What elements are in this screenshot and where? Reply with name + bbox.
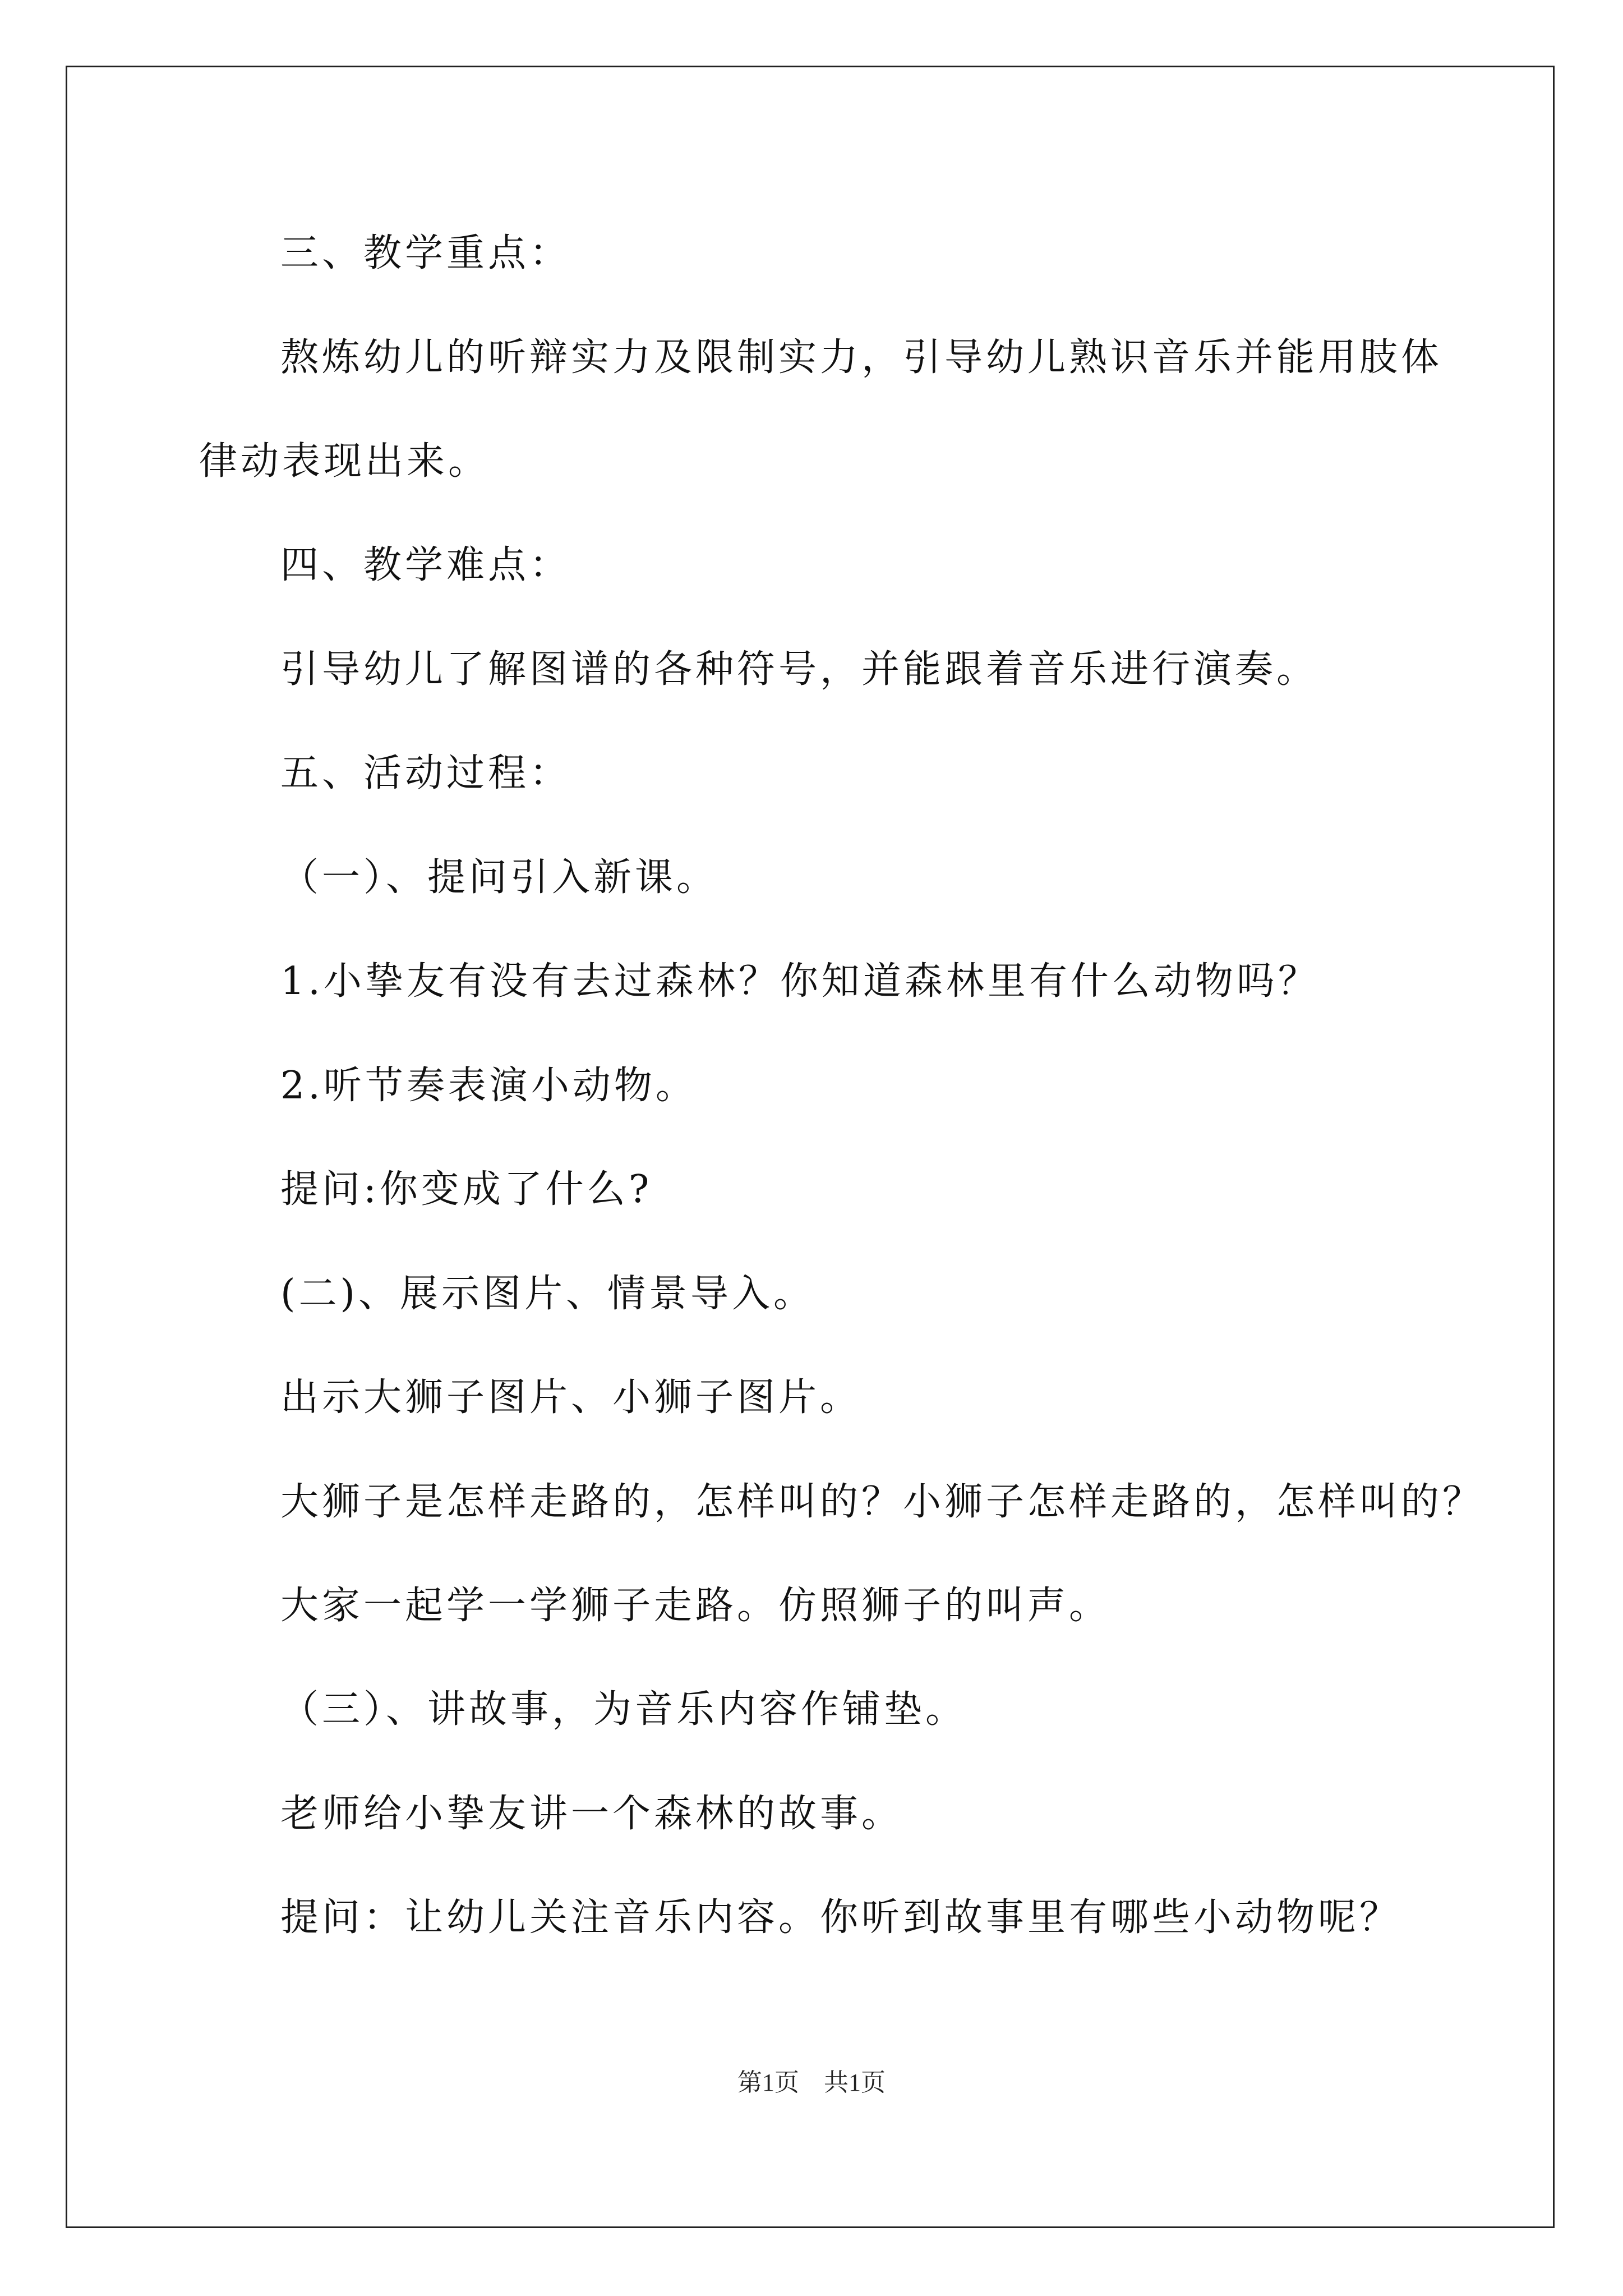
- paragraph-line: 2.听节奏表演小动物。: [280, 1064, 697, 1108]
- paragraph-line: 1.小挚友有没有去过森林？你知道森林里有什么动物吗？: [280, 959, 1320, 1004]
- page-number-footer: 第1页 共1页: [737, 2069, 886, 2096]
- heading-activity-process: 五、活动过程：: [280, 751, 571, 795]
- heading-teaching-difficulty: 四、教学难点：: [280, 543, 571, 587]
- subheading-line: （一）、提问引入新课。: [280, 855, 718, 900]
- paragraph-line: 律动表现出来。: [199, 439, 490, 484]
- paragraph-line: 引导幼儿了解图谱的各种符号，并能跟着音乐进行演奏。: [280, 647, 1318, 692]
- paragraph-line: 大家一起学一学狮子走路。仿照狮子的叫声。: [280, 1584, 1111, 1628]
- paragraph-line: 老师给小挚友讲一个森林的故事。: [280, 1792, 903, 1836]
- paragraph-line: 熬炼幼儿的听辩实力及限制实力，引导幼儿熟识音乐并能用肢体: [280, 335, 1443, 380]
- paragraph-line: 大狮子是怎样走路的，怎样叫的？小狮子怎样走路的，怎样叫的？: [280, 1480, 1484, 1524]
- paragraph-line: 提问：让幼儿关注音乐内容。你听到故事里有哪些小动物呢？: [280, 1895, 1401, 1940]
- heading-teaching-focus: 三、教学重点：: [280, 231, 571, 275]
- paragraph-line: 提问:你变成了什么?: [280, 1167, 653, 1212]
- subheading-line: (二)、展示图片、情景导入。: [280, 1272, 815, 1316]
- subheading-line: （三）、讲故事，为音乐内容作铺垫。: [280, 1687, 967, 1732]
- paragraph-line: 出示大狮子图片、小狮子图片。: [280, 1375, 862, 1420]
